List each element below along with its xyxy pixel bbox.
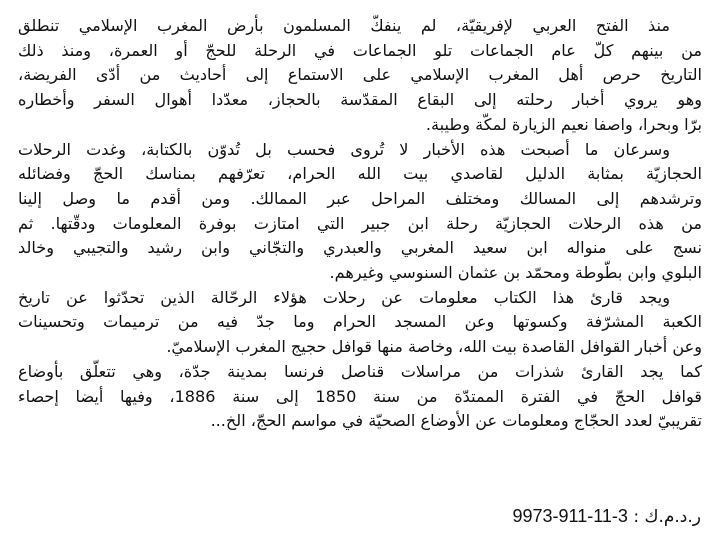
text-line: كما يجد القارئ شذرات من مراسلات قناصل فرنسا بمدينة جدّة، وهي تتعلّق بأوضاع <box>18 361 702 381</box>
text-line: ويجد قارئ هذا الكتاب معلومات عن رحلات هؤلاء الرحّالة الذين تحدّثوا عن تاريخ <box>18 287 670 307</box>
text-line: الحجازيّة بمثابة الدليل لقاصدي بيت الله الحرام، تعرّفهم بمناسك الحجّ وفضائله <box>18 164 702 184</box>
text-line: قوافل الحجّ في الفترة الممتدّة من سنة 1850 إلى سنة 1886، وفيها أيضا إحصاء <box>18 386 702 406</box>
text-line: وسرعان ما أصبحت هذه الأخبار لا تُروى فحسب بل تُدوّن بالكتابة، وغدت الرحلات <box>18 139 670 159</box>
text-line: تقريبيّ لعدد الحجّاج ومعلومات عن الأوضاع الصحيّة في مواسم الحجّ، الخ... <box>210 411 702 431</box>
text-line: وترشدهم إلى المسالك ومختلف المراحل عبر الممالك. ومن أقدم ما وصل إلينا <box>18 188 702 208</box>
text-line: من بينهم كلّ عام الجماعات تلو الجماعات في الرحلة للحجّ أو العمرة، ومنذ ذلك <box>18 40 702 60</box>
text-line: نسج على منواله ابن سعيد المغربي والعبدري والتجّاني وابن رشيد والتجيبي وخالد <box>18 238 702 258</box>
isbn-label: ر.د.م.ك : <box>633 507 701 527</box>
paragraph-2 <box>18 138 702 286</box>
isbn-number: 9973-911-11-3 <box>512 506 628 526</box>
text-line: وهو يروي أخبار رحلته إلى البقاع المقدّسة بالحجاز، معدّدا أهوال السفر وأخطاره <box>18 90 702 110</box>
document-body <box>18 14 702 434</box>
text-line: الكعبة المشرّفة وكسوتها وعن المسجد الحرام وما جدّ فيه من ترميمات وتحسينات <box>18 312 702 332</box>
paragraph-1 <box>18 14 702 138</box>
text-line: من هذه الرحلات الحجازيّة رحلة ابن جبير التي امتازت بوفرة المعلومات ودقّتها. ثم <box>18 213 702 233</box>
text-line: منذ الفتح العربي لإفريقيّة، لم ينفكّ المسلمون بأرض المغرب الإسلامي تنطلق <box>18 16 670 35</box>
isbn <box>513 506 702 527</box>
paragraph-3 <box>18 286 702 434</box>
text-line: برّا وبحرا، واصفا نعيم الزيارة لمكّة وطيبة. <box>425 114 702 134</box>
text-line: التاريخ حرص أهل المغرب الإسلامي على الاستماع إلى أحاديث من أدّى الفريضة، <box>18 65 702 85</box>
text-line: وعن أخبار القوافل القاصدة بيت الله، وخاصة منها قوافل حجيج المغرب الإسلاميّ. <box>166 337 702 357</box>
text-line: البلوي وابن بطّوطة ومحمّد بن عثمان السنوسي وغيرهم. <box>329 263 702 283</box>
